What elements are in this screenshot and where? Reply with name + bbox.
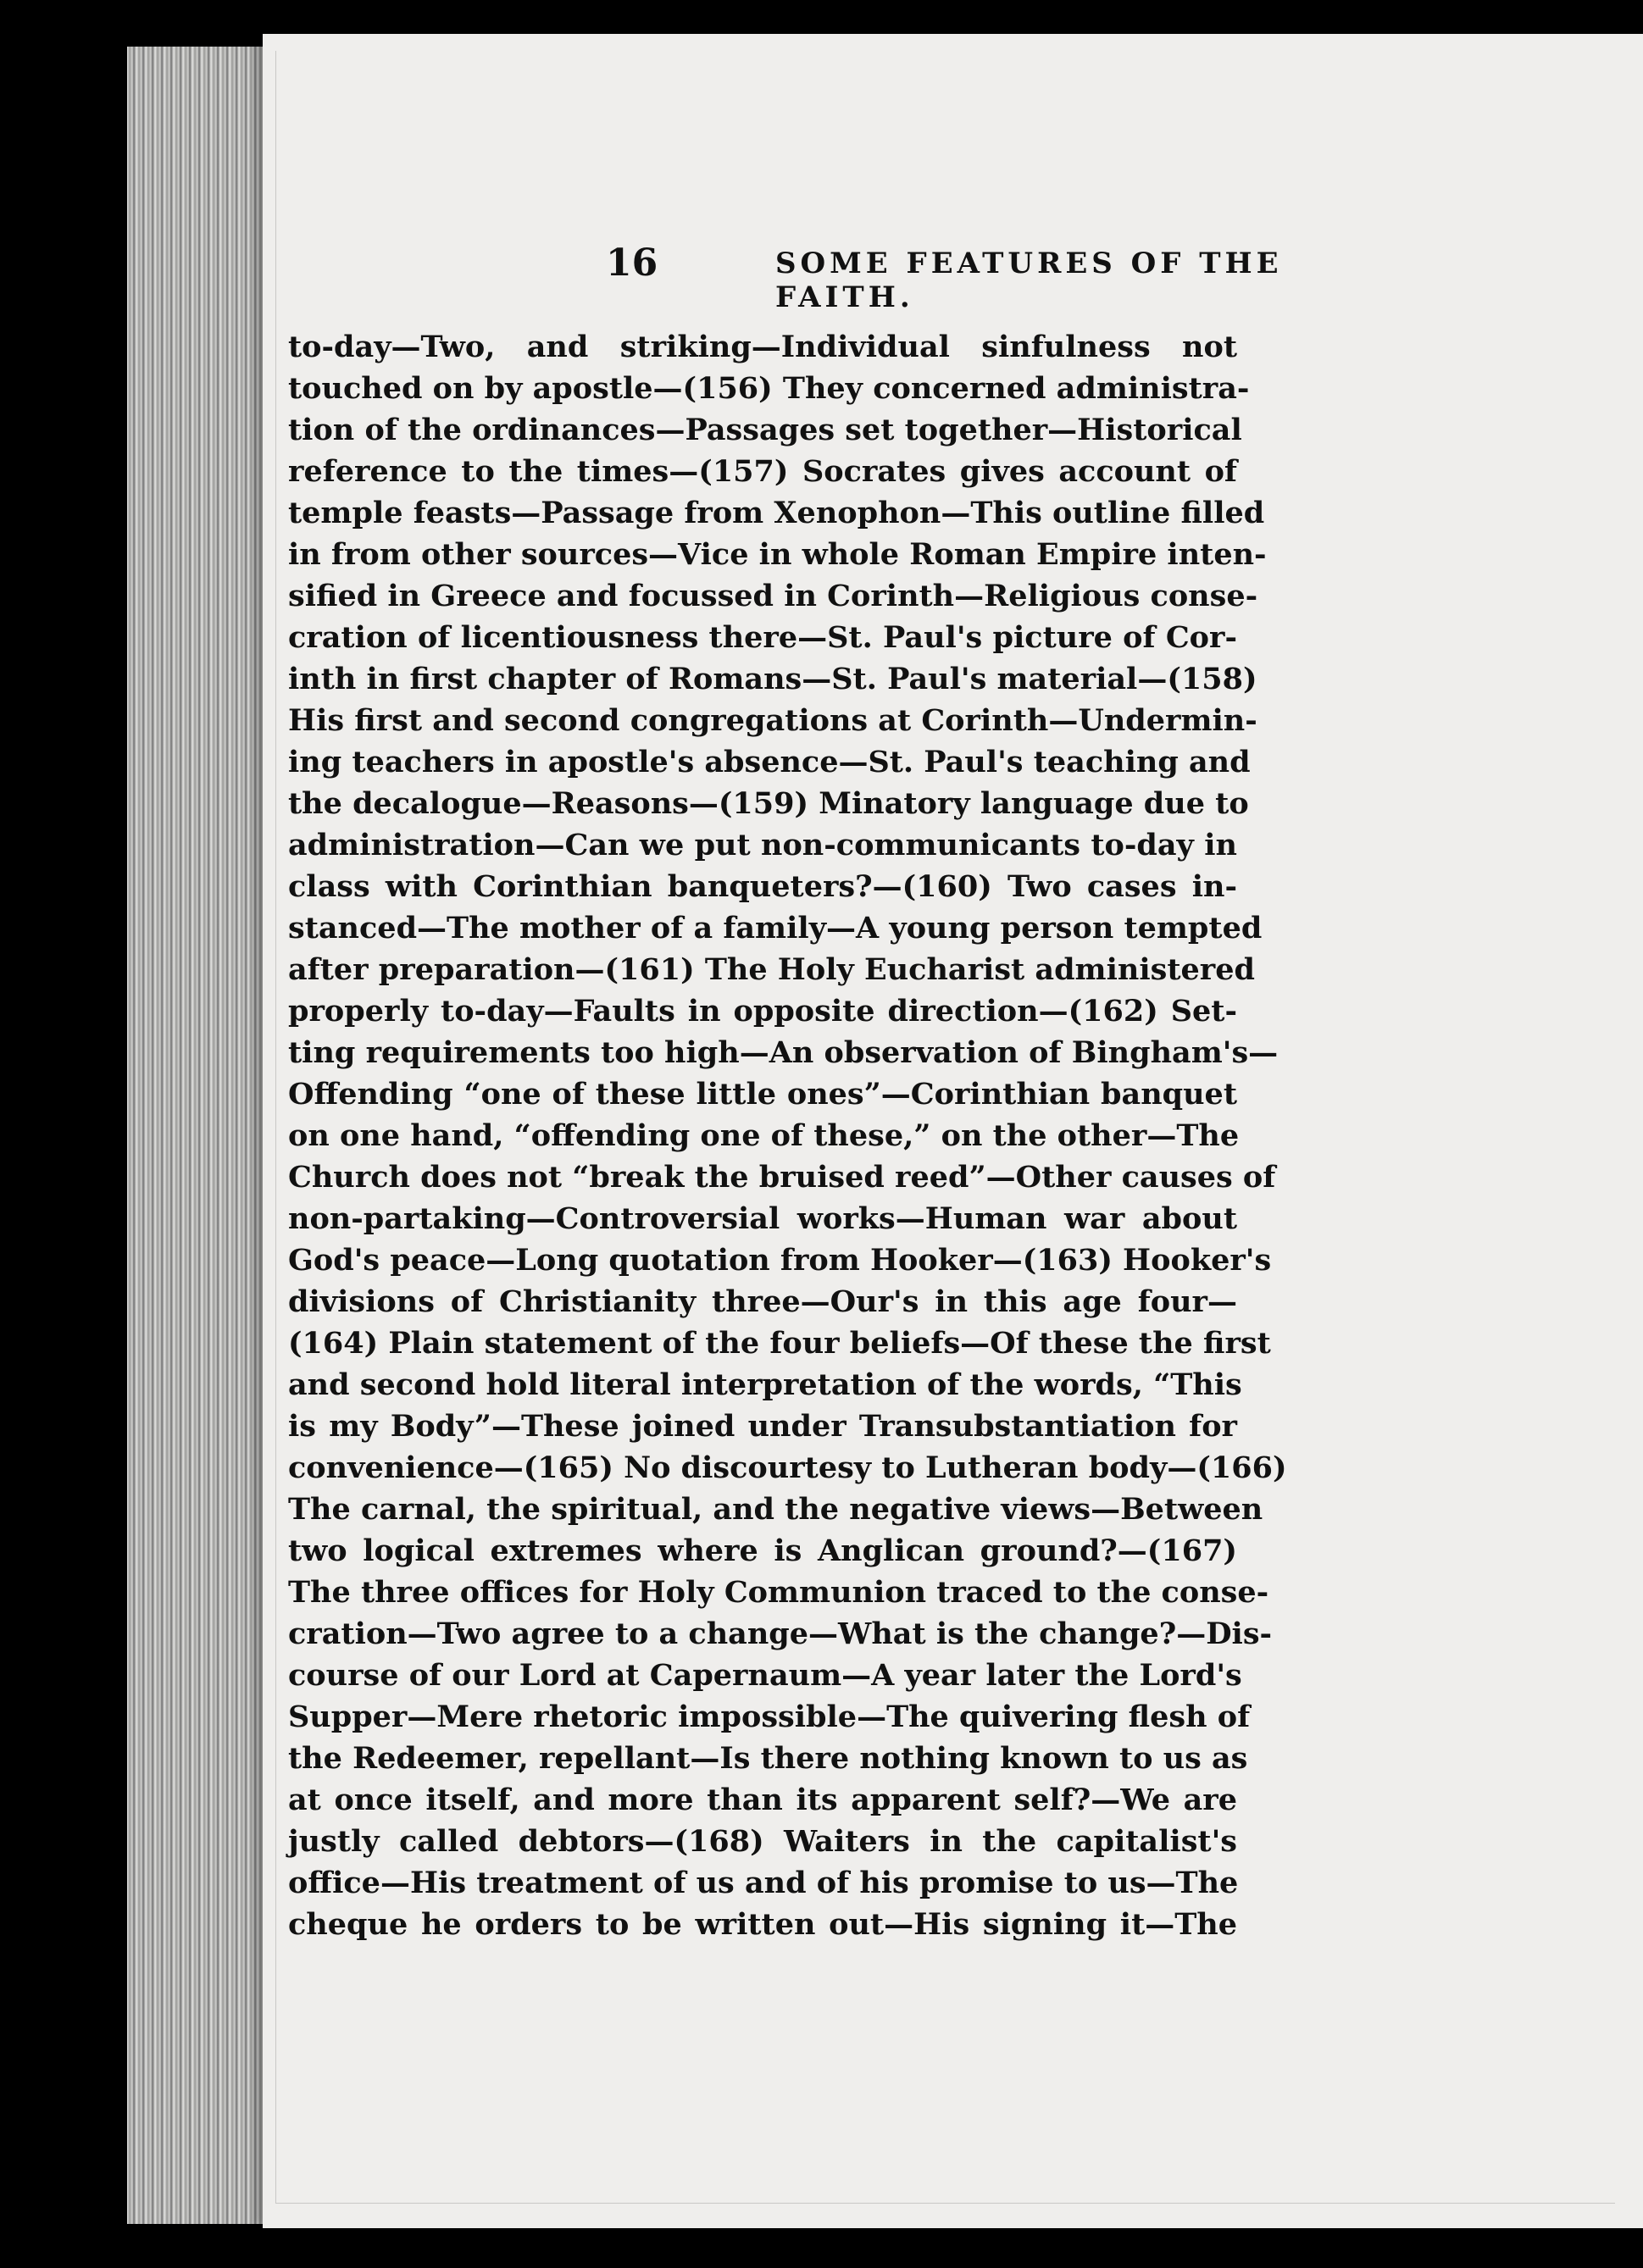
text-line: administration—Can we put non-communicants to-day in [288, 828, 1237, 862]
text-line: God's peace—Long quotation from Hooker—(163) Hooker's [288, 1243, 1272, 1278]
text-line: at once itself, and more than its apparent self?—We are [288, 1783, 1237, 1817]
text-line: two logical extremes where is Anglican ground?—(167) [288, 1533, 1237, 1568]
text-line: Church does not “break the bruised reed”—Other causes of [288, 1160, 1276, 1195]
text-line: after preparation—(161) The Holy Eucharist administered [288, 952, 1255, 987]
text-line: The carnal, the spiritual, and the negative views—Between [288, 1492, 1263, 1527]
page-number: 16 [606, 241, 658, 285]
text-line: touched on by apostle—(156) They concerned administra- [288, 371, 1250, 406]
text-line: office—His treatment of us and of his promise to us—The [288, 1866, 1239, 1900]
text-line: and second hold literal interpretation of the words, “This [288, 1367, 1242, 1402]
text-line: Supper—Mere rhetoric impossible—The quivering flesh of [288, 1700, 1251, 1734]
text-line: justly called debtors—(168) Waiters in the capitalist's [288, 1824, 1237, 1859]
text-line: to-day—Two, and striking—Individual sinfulness not [288, 330, 1237, 364]
text-line: is my Body”—These joined under Transubstantiation for [288, 1409, 1237, 1444]
text-line: non-partaking—Controversial works—Human war about [288, 1201, 1237, 1236]
text-line: convenience—(165) No discourtesy to Lutheran body—(166) [288, 1450, 1287, 1485]
text-line: stanced—The mother of a family—A young person tempted [288, 911, 1263, 945]
text-line: the decalogue—Reasons—(159) Minatory language due to [288, 786, 1249, 821]
text-line: sified in Greece and focussed in Corinth—Religious conse- [288, 579, 1258, 613]
text-line: cration—Two agree to a change—What is the change?—Dis- [288, 1616, 1273, 1651]
text-line: on one hand, “offending one of these,” on the other—The [288, 1118, 1240, 1153]
text-line: in from other sources—Vice in whole Roman Empire inten- [288, 537, 1267, 572]
synopsis-text [288, 326, 1287, 1945]
text-line: ing teachers in apostle's absence—St. Paul's teaching and [288, 745, 1251, 779]
text-line: course of our Lord at Capernaum—A year later the Lord's [288, 1658, 1242, 1693]
text-line: reference to the times—(157) Socrates gives account of [288, 454, 1237, 489]
text-line: tion of the ordinances—Passages set together—Historical [288, 413, 1242, 447]
text-line: (164) Plain statement of the four beliefs—Of these the first [288, 1326, 1271, 1361]
running-title: SOME FEATURES OF THE FAITH. [775, 247, 1283, 314]
text-line: Offending “one of these little ones”—Corinthian banquet [288, 1077, 1237, 1112]
text-line: the Redeemer, repellant—Is there nothing known to us as [288, 1741, 1248, 1776]
text-line: divisions of Christianity three—Our's in this age four— [288, 1284, 1237, 1319]
running-head [343, 241, 1360, 314]
text-line: inth in first chapter of Romans—St. Paul's material—(158) [288, 662, 1257, 696]
text-line: temple feasts—Passage from Xenophon—This outline filled [288, 496, 1265, 530]
text-line: class with Corinthian banqueters?—(160) Two cases in- [288, 869, 1237, 904]
text-line: cheque he orders to be written out—His signing it—The [288, 1907, 1237, 1942]
text-line: The three offices for Holy Communion traced to the conse- [288, 1575, 1269, 1610]
text-line: properly to-day—Faults in opposite direction—(162) Set- [288, 994, 1237, 1029]
text-line: ting requirements too high—An observation of Bingham's— [288, 1035, 1279, 1070]
text-line: His first and second congregations at Corinth—Undermin- [288, 703, 1257, 738]
text-line: cration of licentiousness there—St. Paul's picture of Cor- [288, 620, 1237, 655]
